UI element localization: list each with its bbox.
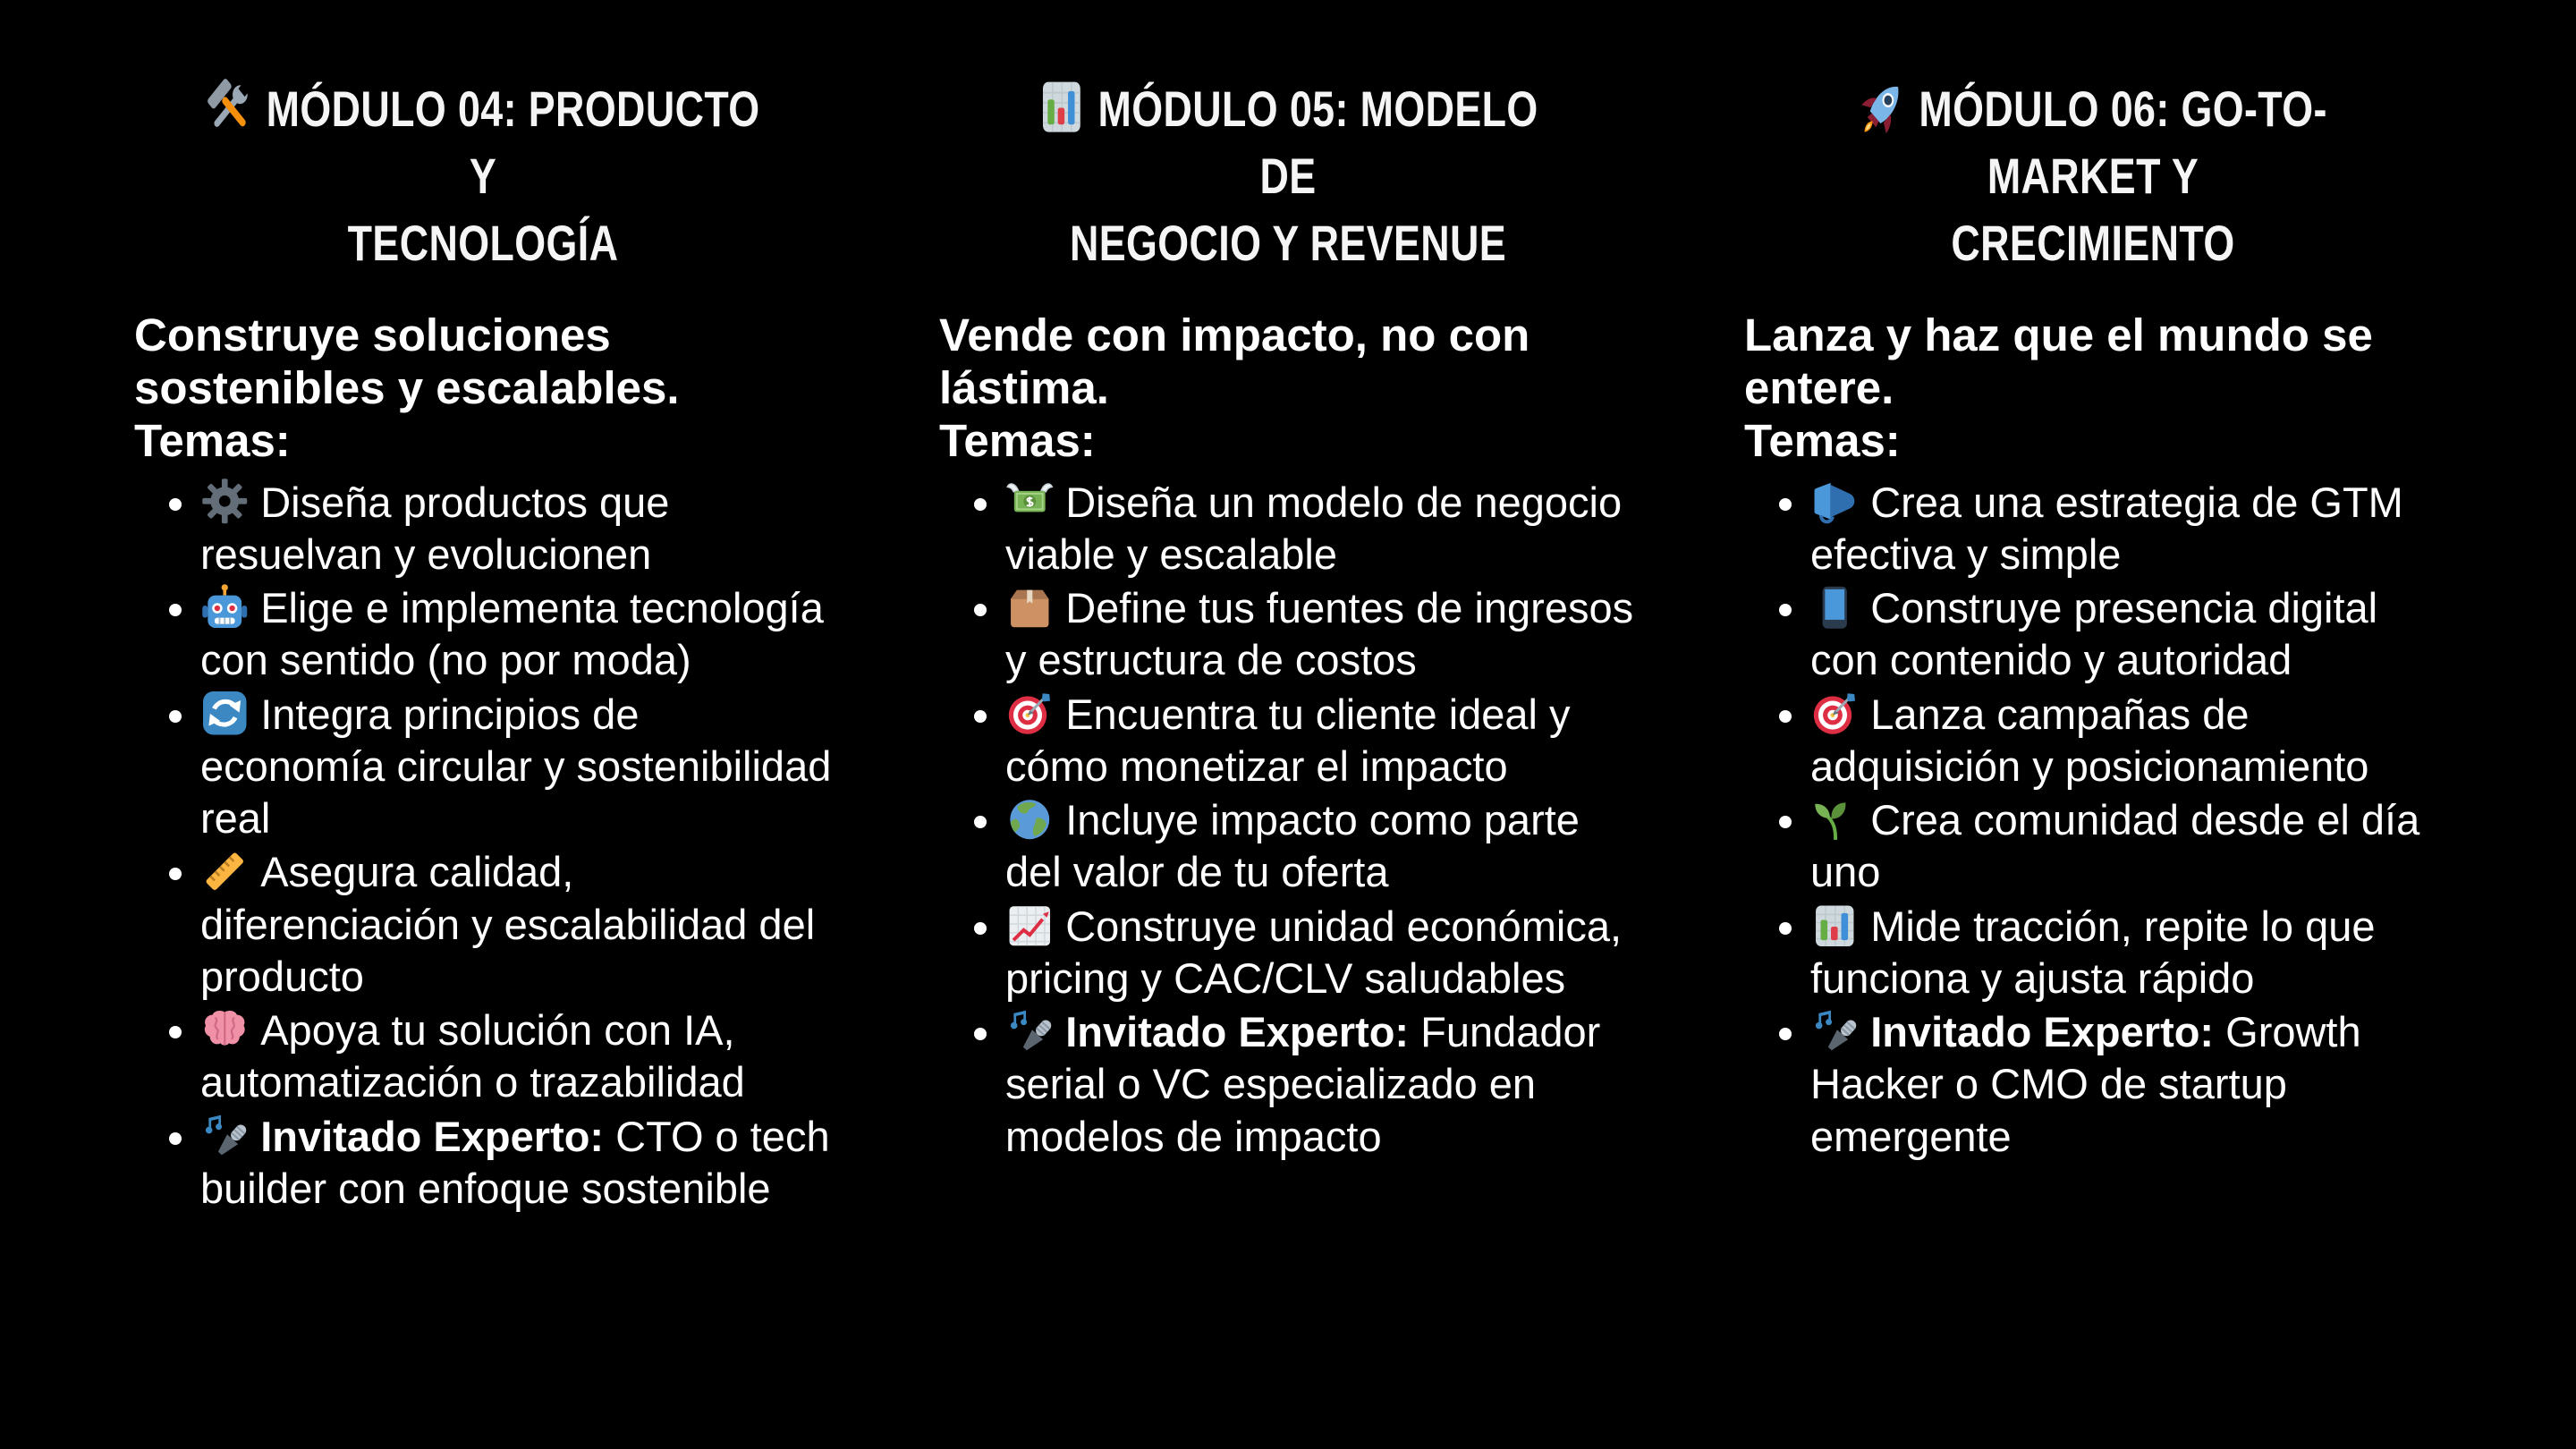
module-title-line1: MÓDULO 06: GO-TO-MARKET Y: [1919, 80, 2327, 205]
topic-item: [1810, 689, 2442, 793]
topic-item: [1005, 689, 1637, 793]
invitado-experto-label: Invitado Experto:: [260, 1112, 605, 1160]
megaphone-icon: [1810, 477, 1860, 529]
topic-item: [1810, 794, 2442, 899]
money-with-wings-icon: [1005, 477, 1055, 529]
topic-item: [1005, 794, 1637, 899]
topic-item: [200, 582, 832, 687]
topic-item: [1810, 1006, 2442, 1163]
topic-text: Incluye impacto como parte del valor de tu oferta: [1005, 796, 1580, 896]
globe-icon: [1005, 794, 1055, 846]
microphone-icon: [200, 1111, 250, 1163]
topic-item: [1810, 477, 2442, 581]
module-title-line2: CRECIMIENTO: [1951, 215, 2235, 272]
topic-text: CTO o tech builder con enfoque sostenible: [200, 1112, 830, 1213]
topic-item: [200, 689, 832, 845]
seedling-icon: [1810, 794, 1860, 846]
invitado-experto-label: Invitado Experto:: [1870, 1008, 2215, 1056]
topic-text: Define tus fuentes de ingresos y estructura de costos: [1005, 584, 1634, 684]
topic-item: [1005, 901, 1637, 1005]
target-icon: [1810, 689, 1860, 741]
topic-text: Apoya tu solución con IA, automatización o trazabilidad: [200, 1006, 745, 1106]
module-title-line2: TECNOLOGÍA: [347, 215, 619, 272]
robot-icon: [200, 582, 250, 634]
module-04-temas-label: Temas:: [134, 415, 291, 467]
topic-item: [1810, 901, 2442, 1005]
module-06-topic-list: [1744, 477, 2442, 1163]
module-06-title: [1814, 75, 2372, 276]
topic-item: [1005, 1006, 1637, 1163]
microphone-icon: [1005, 1006, 1055, 1058]
chart-increasing-icon: [1005, 901, 1055, 953]
module-title-line1: MÓDULO 05: MODELO DE: [1097, 80, 1538, 205]
topic-item: [200, 477, 832, 581]
topic-text: Elige e implementa tecnología con sentido (no por moda): [200, 584, 824, 684]
brain-icon: [200, 1004, 250, 1056]
module-05-column: [939, 75, 1637, 1216]
module-05-title: [1009, 75, 1567, 276]
topic-item: [200, 846, 832, 1003]
module-06-temas-label: Temas:: [1744, 415, 1901, 467]
invitado-experto-label: Invitado Experto:: [1065, 1008, 1410, 1056]
module-04-intro: Construye soluciones sostenibles y escalables.: [134, 309, 680, 414]
topic-text: Asegura calidad, diferenciación y escalabilidad del producto: [200, 848, 816, 1000]
counterclockwise-arrows-icon: [200, 689, 250, 741]
bar-chart-icon: [1038, 75, 1086, 142]
module-04-title: [204, 75, 762, 276]
module-title-line2: NEGOCIO Y REVENUE: [1069, 215, 1507, 272]
topic-text: Fundador serial o VC especializado en modelos de impacto: [1005, 1008, 1601, 1160]
module-title-line1: MÓDULO 04: PRODUCTO Y: [266, 80, 760, 205]
topic-text: Growth Hacker o CMO de startup emergente: [1810, 1008, 2361, 1160]
rocket-icon: [1859, 75, 1907, 142]
module-06-column: [1744, 75, 2442, 1216]
topic-text: Encuentra tu cliente ideal y cómo monetizar el impacto: [1005, 690, 1571, 790]
package-icon: [1005, 582, 1055, 634]
ruler-icon: [200, 846, 250, 898]
gear-icon: [200, 477, 250, 529]
module-06-intro: Lanza y haz que el mundo se entere.: [1744, 309, 2373, 414]
hammer-and-wrench-icon: [206, 75, 254, 142]
topic-text: Integra principios de economía circular y sostenibilidad real: [200, 690, 832, 843]
target-icon: [1005, 689, 1055, 741]
microphone-icon: [1810, 1006, 1860, 1058]
topic-item: [200, 1111, 832, 1216]
module-05-intro: Vende con impacto, no con lástima.: [939, 309, 1530, 414]
topic-text: Construye presencia digital con contenido y autoridad: [1810, 584, 2378, 684]
module-05-topic-list: [939, 477, 1637, 1163]
topic-text: Lanza campañas de adquisición y posicionamiento: [1810, 690, 2369, 790]
topic-text: Mide tracción, repite lo que funciona y ajusta rápido: [1810, 902, 2376, 1002]
module-05-temas-label: Temas:: [939, 415, 1096, 467]
topic-text: Construye unidad económica, pricing y CAC/CLV saludables: [1005, 902, 1623, 1002]
topic-text: Diseña productos que resuelvan y evolucionen: [200, 478, 670, 578]
topic-text: Crea una estrategia de GTM efectiva y simple: [1810, 478, 2403, 578]
topic-item: [1810, 582, 2442, 687]
module-04-topic-list: [134, 477, 832, 1216]
topic-item: [1005, 582, 1637, 687]
topic-text: Diseña un modelo de negocio viable y escalable: [1005, 478, 1623, 578]
bar-chart-icon: [1810, 901, 1860, 953]
topic-item: [1005, 477, 1637, 581]
module-04-column: [134, 75, 832, 1216]
topic-text: Crea comunidad desde el día uno: [1810, 796, 2420, 896]
topic-item: [200, 1004, 832, 1109]
mobile-phone-icon: [1810, 582, 1860, 634]
